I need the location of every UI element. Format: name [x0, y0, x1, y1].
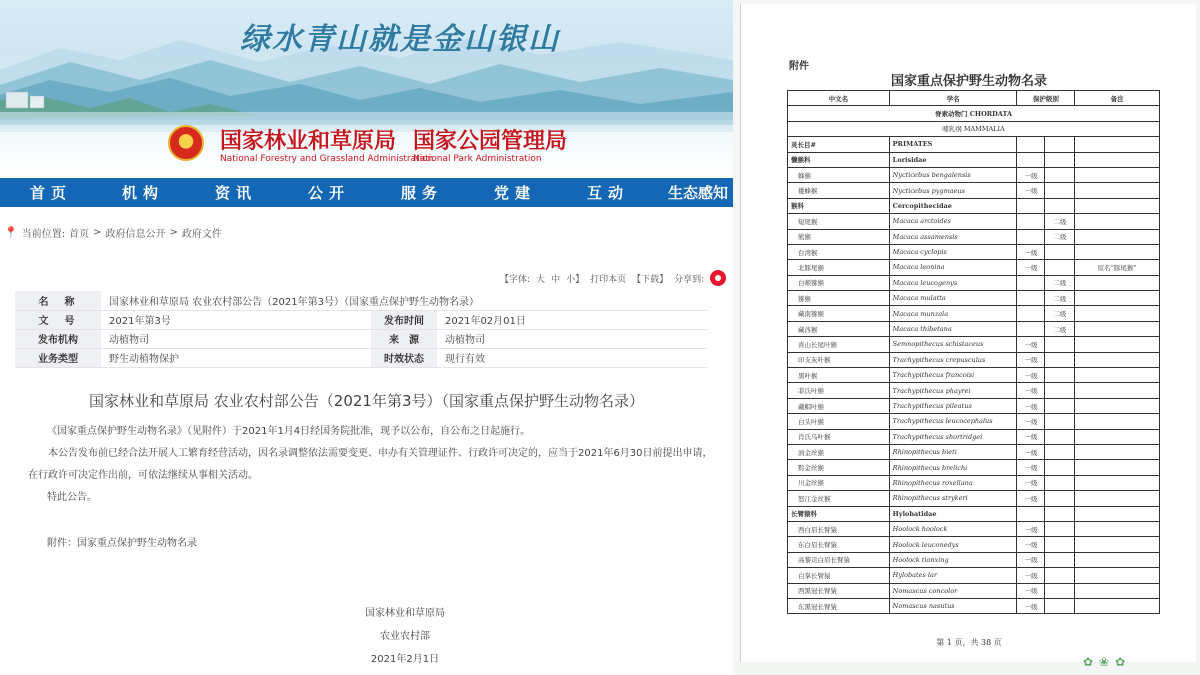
species-remark [1075, 306, 1160, 321]
level-second-class: 二级 [1045, 291, 1075, 306]
nav-home[interactable]: 首页 [30, 184, 73, 202]
species-remark [1075, 321, 1160, 336]
page-indicator: 第 1 页，共 38 页 [936, 638, 1002, 647]
meta-type-label: 业务类型 [15, 348, 101, 367]
meta-org-label: 发布机构 [15, 329, 101, 348]
meta-number-value: 2021年第3号 [101, 310, 371, 329]
species-cn-name: 猕猴 [788, 291, 890, 306]
species-cn-name: 西黑冠长臂猿 [788, 583, 890, 598]
species-remark: 原名“豚尾猴” [1075, 260, 1160, 275]
level-second-class [1045, 568, 1075, 583]
species-row [788, 337, 1160, 352]
species-cn-name: 倭蜂猴 [788, 183, 890, 198]
species-remark [1075, 167, 1160, 182]
level-second-class [1045, 598, 1075, 613]
species-row [788, 568, 1160, 583]
level-second-class [1045, 414, 1075, 429]
species-sci-name: Nycticebus pygmaeus [889, 183, 1017, 198]
species-row [788, 291, 1160, 306]
species-cn-name: 藏酋猴 [788, 321, 890, 336]
species-row [788, 306, 1160, 321]
level-first-class: 一级 [1017, 568, 1045, 583]
species-remark [1075, 506, 1160, 521]
species-cn-name: 猴科 [788, 198, 890, 213]
nav-services[interactable]: 服务 [401, 184, 444, 202]
species-row [788, 368, 1160, 383]
pdf-viewer-pane [733, 0, 1200, 675]
location-pin-icon: 📍 [4, 226, 18, 239]
species-cn-name: 喜山长尾叶猴 [788, 337, 890, 352]
weibo-share-icon[interactable] [710, 270, 726, 286]
slogan-calligraphy: 绿水青山就是金山银山 [240, 22, 560, 57]
level-first-class: 一级 [1017, 429, 1045, 444]
nav-news[interactable]: 资讯 [215, 184, 258, 202]
species-table [787, 90, 1160, 614]
species-row [788, 583, 1160, 598]
species-remark [1075, 460, 1160, 475]
species-remark [1075, 568, 1160, 583]
table-header-row [788, 91, 1160, 106]
species-sci-name: Trachypithecus phayrei [889, 383, 1017, 398]
breadcrumb-gov-docs[interactable]: 政府文件 [181, 229, 222, 240]
meta-status-label: 时效状态 [371, 348, 437, 367]
level-first-class: 一级 [1017, 260, 1045, 275]
species-remark [1075, 368, 1160, 383]
level-first-class: 一级 [1017, 475, 1045, 490]
species-cn-name: 长臂猿科 [788, 506, 890, 521]
agency-name-park-en: National Park Administration [413, 154, 542, 164]
level-second-class: 二级 [1045, 321, 1075, 336]
document-title: 国家林业和草原局 农业农村部公告（2021年第3号）（国家重点保护野生动物名录） [89, 392, 644, 410]
species-cn-name: 高黎贡白眉长臂猿 [788, 552, 890, 567]
species-cn-name: 台湾猴 [788, 244, 890, 259]
species-sci-name: Rhinopithecus bieti [889, 444, 1017, 459]
signature-date: 2021年2月1日 [370, 654, 440, 665]
level-first-class: 一级 [1017, 398, 1045, 413]
species-sci-name: Hoolock hoolock [889, 521, 1017, 536]
level-first-class: 一级 [1017, 460, 1045, 475]
species-sci-name: Macaca leonina [889, 260, 1017, 275]
level-first-class: 一级 [1017, 583, 1045, 598]
body-paragraph-3: 特此公告。 [47, 492, 97, 503]
species-cn-name: 东白眉长臂猿 [788, 537, 890, 552]
level-first-class [1017, 198, 1045, 213]
meta-source-label: 来 源 [371, 329, 437, 348]
meta-type-value: 野生动植物保护 [101, 348, 371, 367]
species-cn-name: 西白眉长臂猿 [788, 521, 890, 536]
species-sci-name: Hoolock tianxing [889, 552, 1017, 567]
meta-row [15, 310, 707, 329]
meta-row [15, 329, 707, 348]
species-remark [1075, 475, 1160, 490]
level-first-class: 一级 [1017, 521, 1045, 536]
order-row [788, 137, 1160, 152]
annex-label: 附件 [789, 61, 809, 72]
species-remark [1075, 214, 1160, 229]
list-title: 国家重点保护野生动物名录 [890, 74, 1047, 89]
font-size-label: 【字体: [500, 274, 531, 285]
species-row [788, 229, 1160, 244]
breadcrumb-prefix: 当前位置: [21, 229, 66, 240]
species-sci-name: Lorisidae [889, 152, 1017, 167]
species-remark [1075, 337, 1160, 352]
species-sci-name: Rhinopithecus roxellana [889, 475, 1017, 490]
species-sci-name: Cercopithecidae [889, 198, 1017, 213]
level-second-class [1045, 583, 1075, 598]
species-sci-name: Trachypithecus pileatus [889, 398, 1017, 413]
breadcrumb-home[interactable]: 首页 [69, 229, 90, 240]
species-sci-name: Nycticebus bengalensis [889, 167, 1017, 182]
phylum-row [788, 106, 1160, 121]
agency-name-forestry-en: National Forestry and Grassland Administration [220, 154, 434, 164]
species-remark [1075, 198, 1160, 213]
species-remark [1075, 414, 1160, 429]
species-sci-name: Semnopithecus schistaceus [889, 337, 1017, 352]
level-second-class [1045, 444, 1075, 459]
species-row [788, 260, 1160, 275]
species-row [788, 475, 1160, 490]
level-second-class [1045, 521, 1075, 536]
level-second-class [1045, 198, 1075, 213]
attachment-link[interactable]: 附件：国家重点保护野生动物名录 [47, 538, 197, 549]
species-remark [1075, 291, 1160, 306]
species-remark [1075, 583, 1160, 598]
species-row [788, 183, 1160, 198]
species-sci-name: Hylobatidae [889, 506, 1017, 521]
header-remarks: 备注 [1075, 91, 1160, 106]
species-sci-name: Nomascus nasutus [889, 598, 1017, 613]
class-label: 哺乳纲 MAMMALIA [788, 121, 1160, 136]
level-first-class [1017, 152, 1045, 167]
species-cn-name: 懒猴科 [788, 152, 890, 167]
species-cn-name: 印支灰叶猴 [788, 352, 890, 367]
species-sci-name: Rhinopithecus brelichi [889, 460, 1017, 475]
species-cn-name: 川金丝猴 [788, 475, 890, 490]
level-second-class [1045, 167, 1075, 182]
species-remark [1075, 598, 1160, 613]
font-small-button[interactable]: 小】 [566, 274, 585, 285]
level-first-class: 一级 [1017, 167, 1045, 182]
level-first-class [1017, 291, 1045, 306]
species-row [788, 275, 1160, 290]
level-first-class [1017, 229, 1045, 244]
species-row [788, 521, 1160, 536]
breadcrumb-separator: > [93, 227, 102, 238]
species-sci-name: Trachypithecus shortridgei [889, 429, 1017, 444]
species-row [788, 352, 1160, 367]
header-cn-name: 中文名 [788, 91, 890, 106]
level-second-class [1045, 152, 1075, 167]
meta-status-value: 现行有效 [437, 348, 707, 367]
nav-party[interactable]: 党建 [494, 184, 537, 202]
species-cn-name: 戴帽叶猴 [788, 398, 890, 413]
species-row [788, 398, 1160, 413]
species-row [788, 429, 1160, 444]
font-medium-button[interactable]: 中 [551, 274, 561, 285]
species-sci-name: Nomascus concolor [889, 583, 1017, 598]
pdf-page [740, 4, 1196, 662]
phylum-label: 脊索动物门 CHORDATA [788, 106, 1160, 121]
level-first-class: 一级 [1017, 491, 1045, 506]
document-metadata-table [15, 291, 707, 368]
nav-interaction[interactable]: 互动 [587, 184, 630, 202]
nav-institutions[interactable]: 机构 [122, 184, 165, 202]
meta-name-value: 国家林业和草原局 农业农村部公告（2021年第3号）（国家重点保护野生动物名录） [101, 291, 707, 310]
meta-org-value: 动植物司 [101, 329, 371, 348]
species-row [788, 244, 1160, 259]
national-emblem-icon [168, 125, 204, 161]
agency-name-park[interactable]: 国家公园管理局 [413, 129, 568, 154]
level-first-class: 一级 [1017, 368, 1045, 383]
species-sci-name: Macaca assamensis [889, 229, 1017, 244]
species-remark [1075, 521, 1160, 536]
class-row [788, 121, 1160, 136]
species-cn-name: 藏南猕猴 [788, 306, 890, 321]
species-cn-name: 白掌长臂猿 [788, 568, 890, 583]
species-cn-name: 黔金丝猴 [788, 460, 890, 475]
species-remark [1075, 491, 1160, 506]
level-first-class: 一级 [1017, 537, 1045, 552]
level-second-class [1045, 491, 1075, 506]
level-second-class [1045, 244, 1075, 259]
level-second-class: 二级 [1045, 214, 1075, 229]
level-second-class [1045, 537, 1075, 552]
download-button[interactable]: 【下载】 [632, 274, 669, 285]
meta-name-label: 名 称 [15, 291, 101, 310]
meta-date-value: 2021年02月01日 [437, 310, 707, 329]
level-first-class [1017, 275, 1045, 290]
print-button[interactable]: 打印本页 [590, 274, 627, 285]
share-label: 分享到: [674, 274, 705, 285]
article-tools [500, 270, 726, 286]
species-cn-name: 东黑冠长臂猿 [788, 598, 890, 613]
meta-date-label: 发布时间 [371, 310, 437, 329]
species-remark [1075, 352, 1160, 367]
level-second-class [1045, 475, 1075, 490]
level-second-class [1045, 398, 1075, 413]
species-remark [1075, 444, 1160, 459]
level-second-class [1045, 260, 1075, 275]
level-second-class [1045, 183, 1075, 198]
level-first-class: 一级 [1017, 598, 1045, 613]
species-row [788, 167, 1160, 182]
species-row [788, 414, 1160, 429]
header-sci-name: 学名 [889, 91, 1017, 106]
species-sci-name: Trachypithecus leucocephalus [889, 414, 1017, 429]
species-remark [1075, 537, 1160, 552]
species-remark [1075, 552, 1160, 567]
order-cn: 灵长目# [788, 137, 890, 152]
species-sci-name: Macaca leucogenys [889, 275, 1017, 290]
species-remark [1075, 275, 1160, 290]
species-cn-name: 黑叶猴 [788, 368, 890, 383]
meta-source-value: 动植物司 [437, 329, 707, 348]
species-cn-name: 北豚尾猴 [788, 260, 890, 275]
order-sci: PRIMATES [889, 137, 1017, 152]
level-first-class [1017, 506, 1045, 521]
breadcrumb-info-disclosure[interactable]: 政府信息公开 [105, 229, 166, 240]
level-first-class [1017, 306, 1045, 321]
species-sci-name: Macaca mulatta [889, 291, 1017, 306]
species-remark [1075, 229, 1160, 244]
level-first-class: 一级 [1017, 337, 1045, 352]
level-second-class [1045, 383, 1075, 398]
species-sci-name: Macaca thibetana [889, 321, 1017, 336]
level-second-class: 二级 [1045, 306, 1075, 321]
level-first-class: 一级 [1017, 244, 1045, 259]
species-sci-name: Rhinopithecus strykeri [889, 491, 1017, 506]
species-cn-name: 蜂猴 [788, 167, 890, 182]
species-sci-name: Trachypithecus crepusculus [889, 352, 1017, 367]
font-large-button[interactable]: 大 [536, 274, 546, 285]
species-row [788, 598, 1160, 613]
species-cn-name: 菲氏叶猴 [788, 383, 890, 398]
species-cn-name: 怒江金丝猴 [788, 491, 890, 506]
species-remark [1075, 183, 1160, 198]
species-row [788, 214, 1160, 229]
level-first-class: 一级 [1017, 444, 1045, 459]
header-protection-level: 保护级别 [1017, 91, 1075, 106]
species-row [788, 383, 1160, 398]
level-first-class: 一级 [1017, 183, 1045, 198]
species-row [788, 321, 1160, 336]
species-cn-name: 短尾猴 [788, 214, 890, 229]
species-cn-name: 熊猴 [788, 229, 890, 244]
main-nav [0, 178, 733, 207]
species-row [788, 444, 1160, 459]
species-cn-name: 滇金丝猴 [788, 444, 890, 459]
species-sci-name: Macaca cyclopis [889, 244, 1017, 259]
signature-forestry: 国家林业和草原局 [365, 608, 445, 619]
level-second-class [1045, 506, 1075, 521]
species-remark [1075, 429, 1160, 444]
family-row [788, 506, 1160, 521]
level-first-class [1017, 214, 1045, 229]
level-first-class: 一级 [1017, 383, 1045, 398]
level-first-class: 一级 [1017, 414, 1045, 429]
level-second-class [1045, 368, 1075, 383]
level-second-class [1045, 352, 1075, 367]
species-remark [1075, 383, 1160, 398]
species-row [788, 491, 1160, 506]
species-row [788, 552, 1160, 567]
species-cn-name: 白颊猕猴 [788, 275, 890, 290]
level-second-class: 二级 [1045, 229, 1075, 244]
species-cn-name: 肖氏乌叶猴 [788, 429, 890, 444]
species-sci-name: Trachypithecus francoisi [889, 368, 1017, 383]
level-second-class: 二级 [1045, 275, 1075, 290]
nav-disclosure[interactable]: 公开 [308, 184, 351, 202]
meta-row [15, 291, 707, 310]
body-paragraph-1: 《国家重点保护野生动物名录》（见附件）于2021年1月4日经国务院批准，现予以公布，自公布之日起施行。 [47, 426, 531, 437]
meta-row [15, 348, 707, 367]
level-first-class [1017, 321, 1045, 336]
breadcrumb [4, 225, 222, 240]
header-banner [0, 0, 733, 178]
species-row [788, 460, 1160, 475]
body-paragraph-2: 本公告发布前已经合法开展人工繁育经营活动，因名录调整依法需要变更、申办有关管理证件、行政许可决定的，应当于2021年6月30日前提出申请，在行政许可决定作出前，可依法继续从事相关活动。 [28, 448, 713, 481]
level-second-class [1045, 337, 1075, 352]
family-row [788, 152, 1160, 167]
level-first-class: 一级 [1017, 352, 1045, 367]
family-row [788, 198, 1160, 213]
species-remark [1075, 244, 1160, 259]
species-sci-name: Hoolock leuconedys [889, 537, 1017, 552]
species-sci-name: Hylobates lar [889, 568, 1017, 583]
breadcrumb-separator: > [169, 227, 178, 238]
species-sci-name: Macaca munzala [889, 306, 1017, 321]
species-row [788, 537, 1160, 552]
level-second-class [1045, 429, 1075, 444]
meta-number-label: 文 号 [15, 310, 101, 329]
nav-eco-sense[interactable]: 生态感知 [668, 184, 729, 202]
agency-name-forestry[interactable]: 国家林业和草原局 [220, 129, 397, 154]
level-second-class [1045, 460, 1075, 475]
flower-decoration-icon: ✿❀✿ [1083, 655, 1132, 669]
species-remark [1075, 152, 1160, 167]
level-second-class [1045, 552, 1075, 567]
species-remark [1075, 398, 1160, 413]
level-first-class: 一级 [1017, 552, 1045, 567]
species-cn-name: 白头叶猴 [788, 414, 890, 429]
species-sci-name: Macaca arctoides [889, 214, 1017, 229]
signature-agriculture: 农业农村部 [380, 631, 430, 642]
